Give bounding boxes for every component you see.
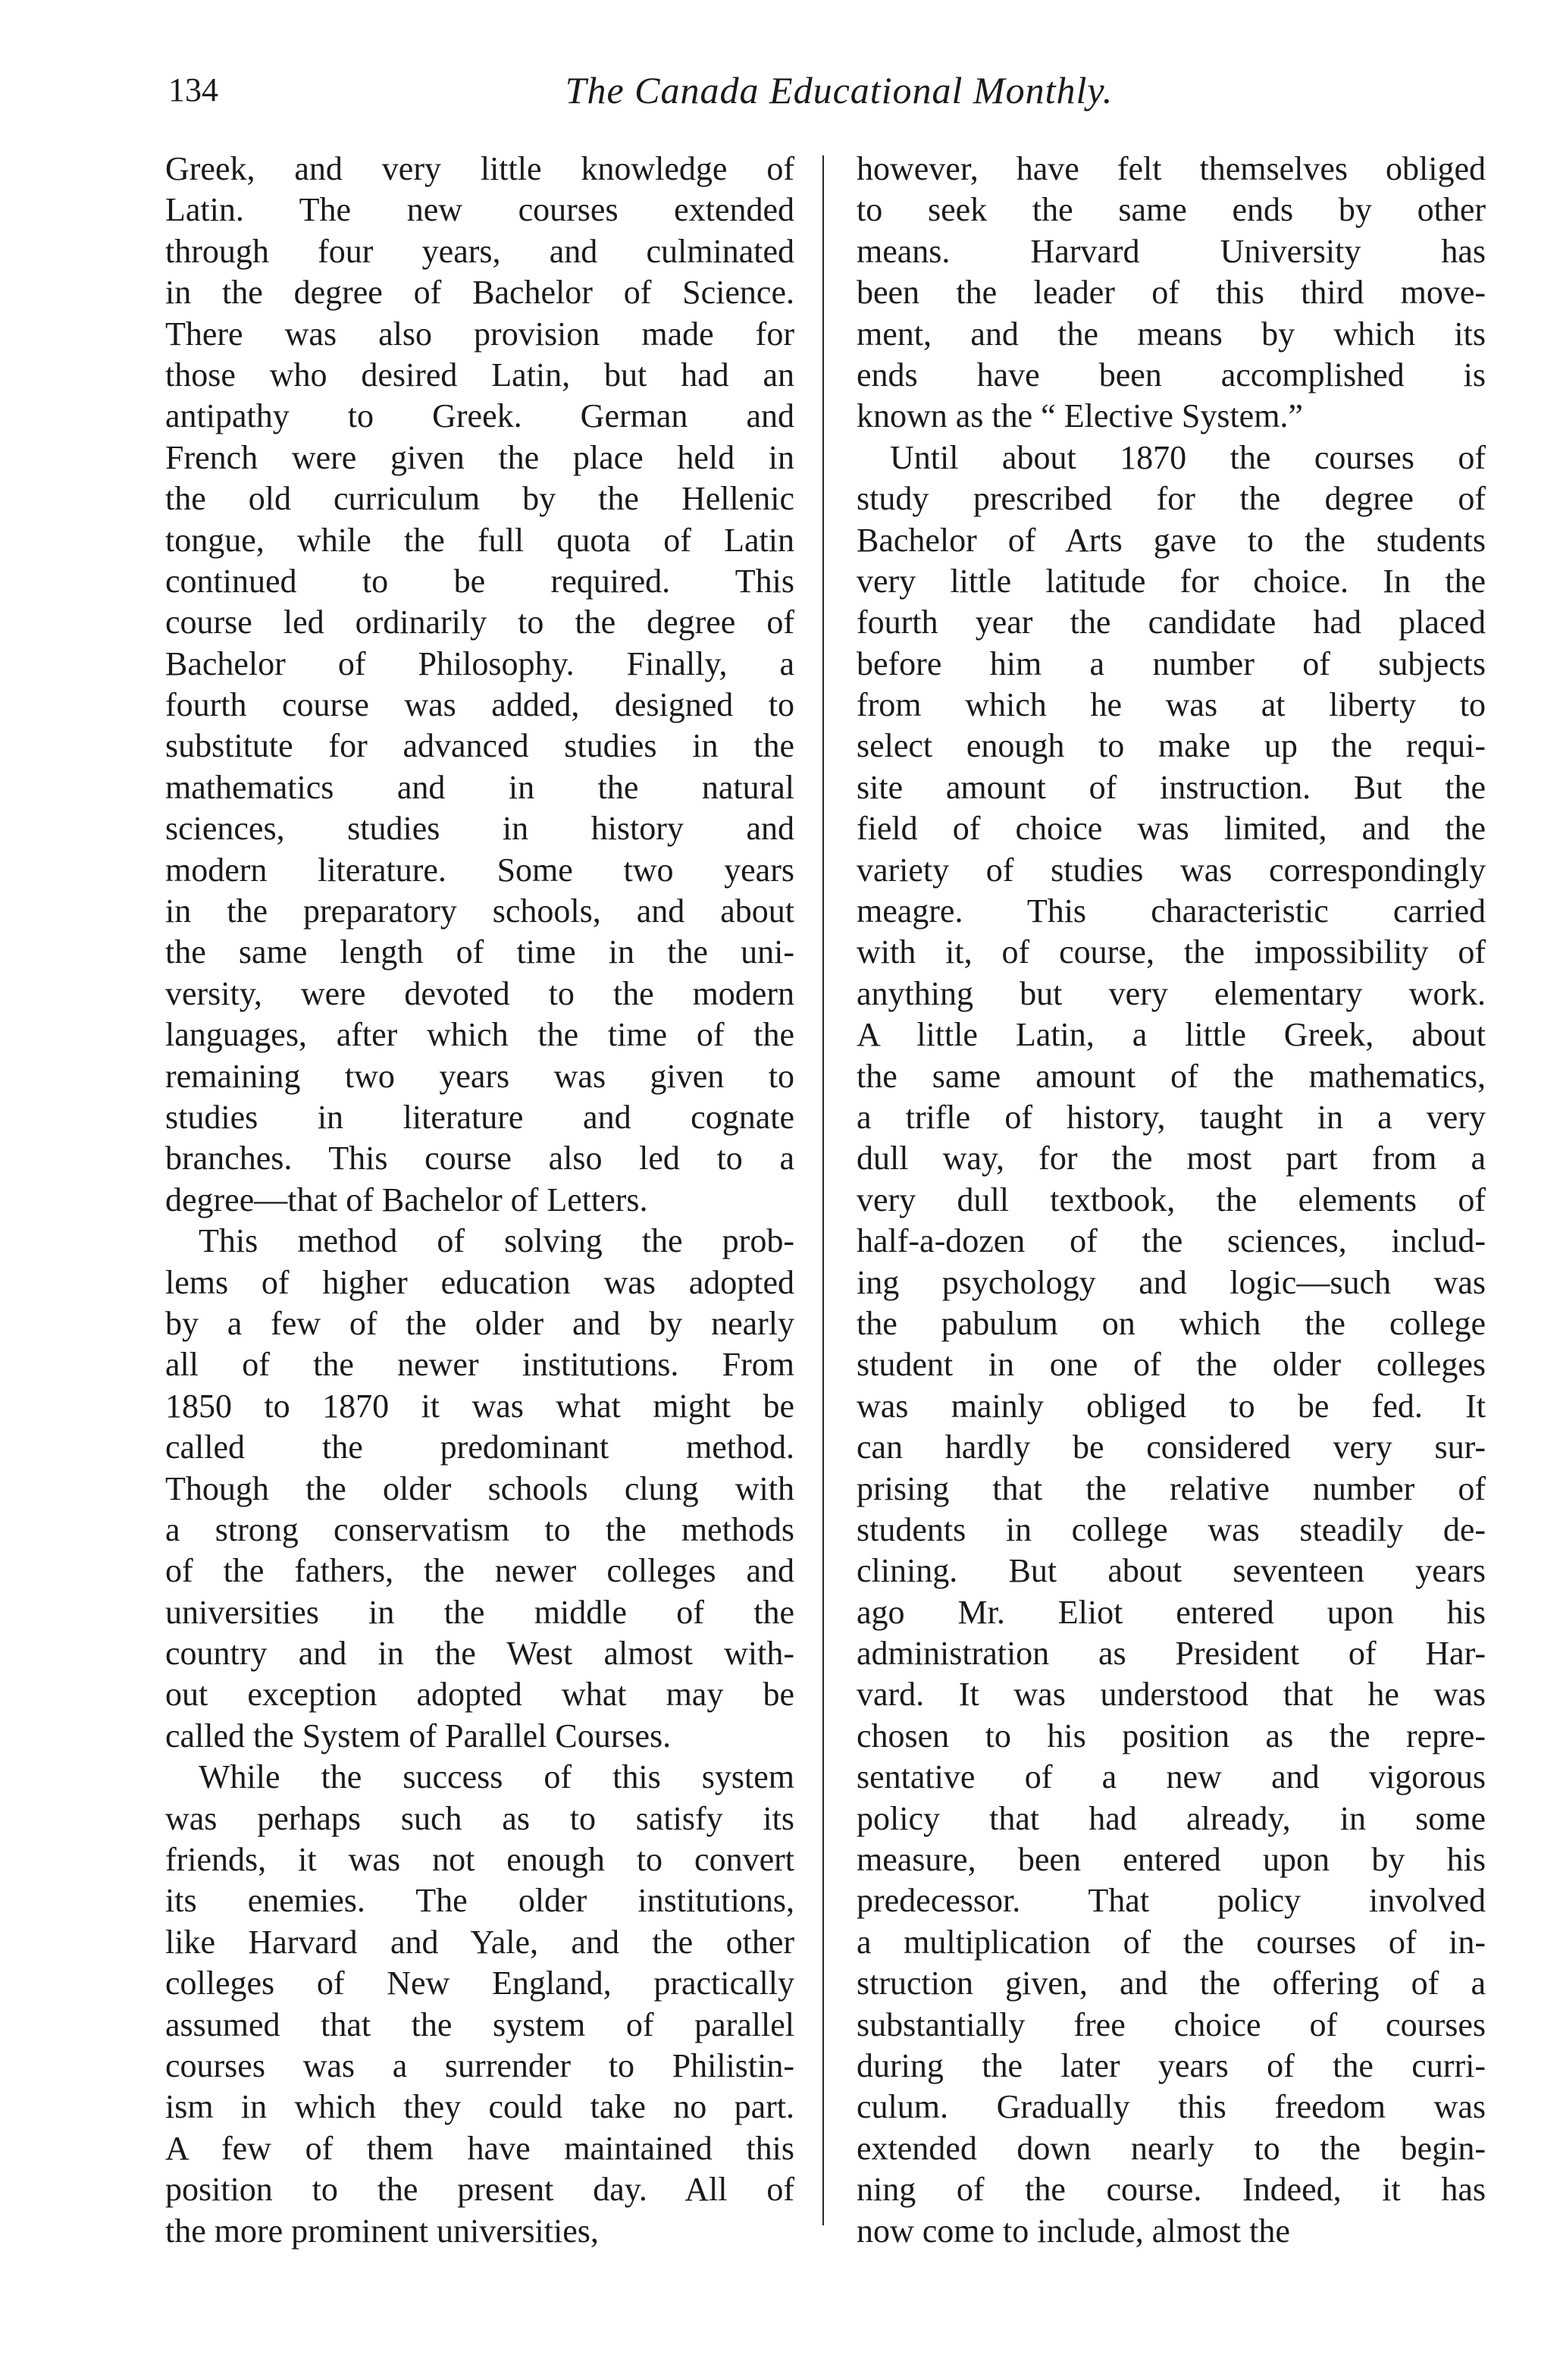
text-line: site amount of instruction. But the bbox=[857, 768, 1486, 806]
text-line: student in one of the older colleges bbox=[857, 1346, 1486, 1384]
text-line: Latin. The new courses extended bbox=[165, 191, 794, 229]
text-line: very dull textbook, the elements of bbox=[857, 1181, 1486, 1218]
text-line: known as the “ Elective System.” bbox=[857, 397, 1303, 435]
text-line: from which he was at liberty to bbox=[857, 686, 1486, 724]
text-line: of the fathers, the newer colleges and bbox=[165, 1552, 794, 1590]
text-line: called the predominant method. bbox=[165, 1428, 794, 1466]
text-line: Until about 1870 the courses of bbox=[890, 438, 1486, 476]
text-line: those who desired Latin, but had an bbox=[165, 356, 794, 394]
text-line: A few of them have maintained this bbox=[165, 2129, 794, 2167]
text-line: remaining two years was given to bbox=[165, 1057, 794, 1095]
text-line: ning of the course. Indeed, it has bbox=[857, 2171, 1486, 2209]
text-line: field of choice was limited, and the bbox=[857, 810, 1486, 848]
column-divider bbox=[822, 155, 824, 2225]
text-line: universities in the middle of the bbox=[165, 1593, 794, 1631]
text-line: policy that had already, in some bbox=[857, 1799, 1486, 1837]
text-line: however, have felt themselves obliged bbox=[857, 150, 1486, 187]
text-line: Greek, and very little knowledge of bbox=[165, 150, 794, 187]
left-column bbox=[165, 149, 794, 2252]
text-line: vard. It was understood that he was bbox=[857, 1676, 1486, 1714]
text-line: like Harvard and Yale, and the other bbox=[165, 1923, 794, 1961]
text-line: Bachelor of Arts gave to the students bbox=[857, 521, 1486, 559]
text-line: Bachelor of Philosophy. Finally, a bbox=[165, 644, 794, 682]
text-line: now come to include, almost the bbox=[857, 2212, 1290, 2250]
text-line: in the degree of Bachelor of Science. bbox=[165, 274, 794, 312]
text-line: the same length of time in the uni- bbox=[165, 933, 794, 971]
text-line: ment, and the means by which its bbox=[857, 315, 1486, 353]
text-line: tongue, while the full quota of Latin bbox=[165, 521, 794, 559]
text-line: been the leader of this third move- bbox=[857, 274, 1486, 312]
text-line: fourth year the candidate had placed bbox=[857, 604, 1486, 641]
text-line: out exception adopted what may be bbox=[165, 1676, 794, 1714]
text-line: ing psychology and logic—such was bbox=[857, 1263, 1486, 1301]
text-line: mathematics and in the natural bbox=[165, 768, 794, 806]
text-line: clining. But about seventeen years bbox=[857, 1552, 1486, 1590]
text-line: position to the present day. All of bbox=[165, 2171, 794, 2209]
text-line: with it, of course, the impossibility of bbox=[857, 933, 1486, 971]
text-line: dull way, for the most part from a bbox=[857, 1140, 1486, 1177]
text-line: ago Mr. Eliot entered upon his bbox=[857, 1593, 1486, 1631]
text-line: studies in literature and cognate bbox=[165, 1098, 794, 1136]
text-line: 1850 to 1870 it was what might be bbox=[165, 1387, 794, 1425]
running-head bbox=[168, 64, 1510, 117]
text-line: Though the older schools clung with bbox=[165, 1469, 794, 1507]
text-line: means. Harvard University has bbox=[857, 232, 1486, 270]
text-line: the pabulum on which the college bbox=[857, 1304, 1486, 1342]
text-line: chosen to his position as the repre- bbox=[857, 1717, 1486, 1754]
text-line: degree—that of Bachelor of Letters. bbox=[165, 1181, 648, 1218]
text-line: French were given the place held in bbox=[165, 438, 794, 476]
text-line: continued to be required. This bbox=[165, 562, 794, 600]
text-line: prising that the relative number of bbox=[857, 1469, 1486, 1507]
text-line: by a few of the older and by nearly bbox=[165, 1304, 794, 1342]
text-line: in the preparatory schools, and about bbox=[165, 892, 794, 930]
text-line: to seek the same ends by other bbox=[857, 191, 1486, 229]
text-line: ends have been accomplished is bbox=[857, 356, 1486, 394]
text-line: was perhaps such as to satisfy its bbox=[165, 1799, 794, 1837]
text-line: its enemies. The older institutions, bbox=[165, 1882, 794, 1920]
text-line: a multiplication of the courses of in- bbox=[857, 1923, 1486, 1961]
text-line: a strong conservatism to the methods bbox=[165, 1510, 794, 1548]
text-line: the same amount of the mathematics, bbox=[857, 1057, 1486, 1095]
text-line: modern literature. Some two years bbox=[165, 851, 794, 889]
text-line: courses was a surrender to Philistin- bbox=[165, 2046, 794, 2084]
text-line: predecessor. That policy involved bbox=[857, 1882, 1486, 1920]
text-line: select enough to make up the requi- bbox=[857, 727, 1486, 765]
text-line: administration as President of Har- bbox=[857, 1635, 1486, 1673]
text-line: branches. This course also led to a bbox=[165, 1140, 794, 1177]
right-column bbox=[857, 149, 1486, 2252]
text-line: can hardly be considered very sur- bbox=[857, 1428, 1486, 1466]
text-line: through four years, and culminated bbox=[165, 232, 794, 270]
text-line: sciences, studies in history and bbox=[165, 810, 794, 848]
text-line: culum. Gradually this freedom was bbox=[857, 2088, 1486, 2126]
page-number: 134 bbox=[168, 71, 218, 108]
text-line: measure, been entered upon by his bbox=[857, 1841, 1486, 1879]
journal-title: The Canada Educational Monthly. bbox=[565, 69, 1114, 111]
text-line: variety of studies was correspondingly bbox=[857, 851, 1486, 889]
text-line: meagre. This characteristic carried bbox=[857, 892, 1486, 930]
text-line: very little latitude for choice. In the bbox=[857, 562, 1486, 600]
text-line: sentative of a new and vigorous bbox=[857, 1758, 1486, 1796]
text-line: friends, it was not enough to convert bbox=[165, 1841, 794, 1879]
text-line: substitute for advanced studies in the bbox=[165, 727, 794, 765]
text-line: country and in the West almost with- bbox=[165, 1635, 794, 1673]
text-line: was mainly obliged to be fed. It bbox=[857, 1387, 1486, 1425]
text-line: substantially free choice of courses bbox=[857, 2005, 1486, 2043]
text-line: all of the newer institutions. From bbox=[165, 1346, 794, 1384]
text-line: This method of solving the prob- bbox=[199, 1222, 794, 1260]
text-line: course led ordinarily to the degree of bbox=[165, 604, 794, 641]
text-line: anything but very elementary work. bbox=[857, 974, 1486, 1012]
text-line: antipathy to Greek. German and bbox=[165, 397, 794, 435]
text-line: assumed that the system of parallel bbox=[165, 2005, 794, 2043]
text-line: during the later years of the curri- bbox=[857, 2046, 1486, 2084]
text-line: struction given, and the offering of a bbox=[857, 1965, 1486, 2002]
text-line: languages, after which the time of the bbox=[165, 1016, 794, 1054]
text-line: called the System of Parallel Courses. bbox=[165, 1717, 672, 1754]
text-line: the more prominent universities, bbox=[165, 2212, 599, 2250]
text-line: before him a number of subjects bbox=[857, 644, 1486, 682]
text-line: There was also provision made for bbox=[165, 315, 794, 353]
text-line: half-a-dozen of the sciences, includ- bbox=[857, 1222, 1486, 1260]
text-line: fourth course was added, designed to bbox=[165, 686, 794, 724]
text-line: lems of higher education was adopted bbox=[165, 1263, 794, 1301]
text-line: students in college was steadily de- bbox=[857, 1510, 1486, 1548]
text-line: a trifle of history, taught in a very bbox=[857, 1098, 1486, 1136]
text-line: versity, were devoted to the modern bbox=[165, 974, 794, 1012]
text-line: the old curriculum by the Hellenic bbox=[165, 480, 794, 518]
text-line: ism in which they could take no part. bbox=[165, 2088, 794, 2126]
text-line: A little Latin, a little Greek, about bbox=[857, 1016, 1486, 1054]
text-line: colleges of New England, practically bbox=[165, 1965, 794, 2002]
text-line: While the success of this system bbox=[199, 1758, 794, 1796]
text-line: extended down nearly to the begin- bbox=[857, 2129, 1486, 2167]
text-line: study prescribed for the degree of bbox=[857, 480, 1486, 518]
